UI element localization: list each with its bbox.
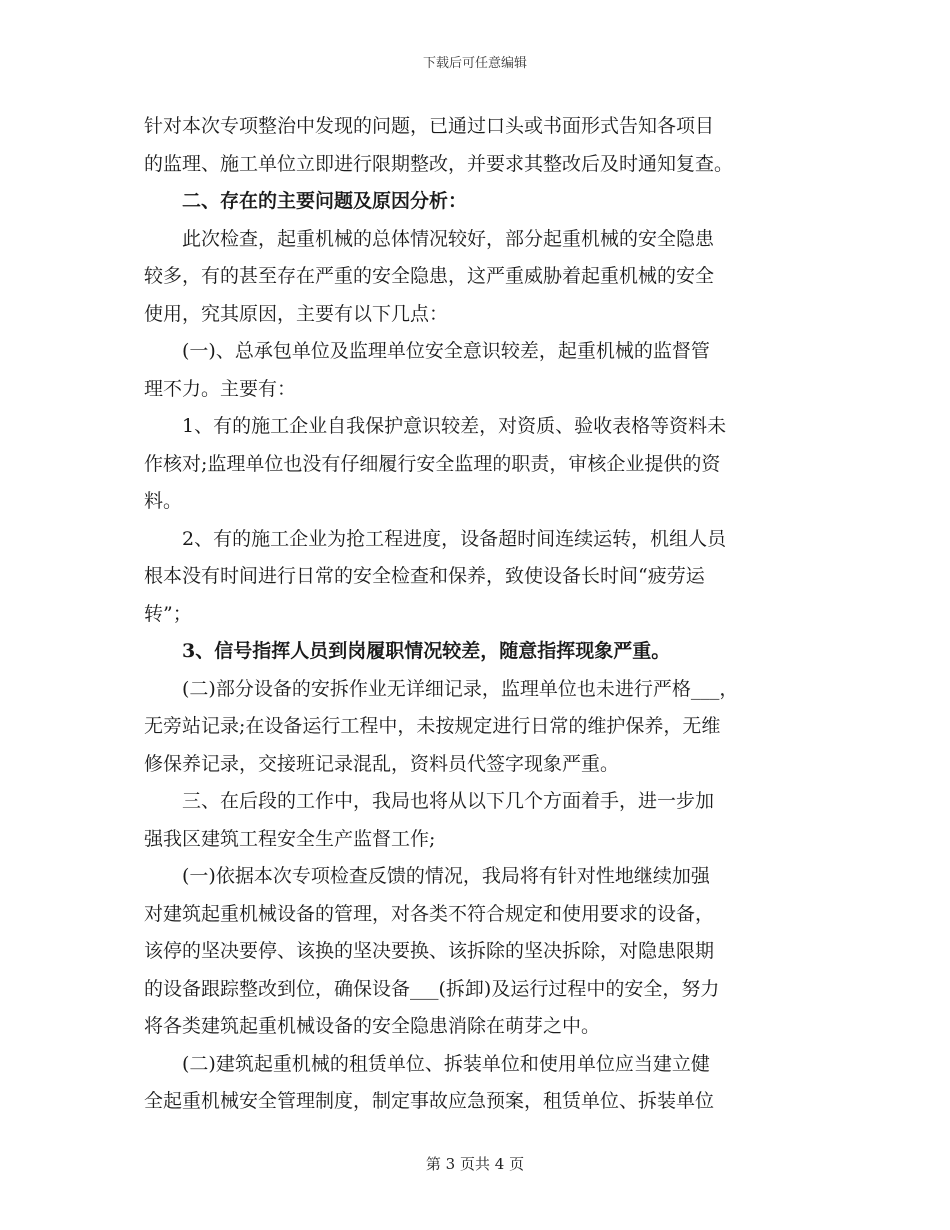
paragraph xyxy=(144,671,808,784)
text-line: 对建筑起重机械设备的管理，对各类不符合规定和使用要求的设备， xyxy=(144,902,715,925)
paragraph xyxy=(144,221,808,334)
text-line: 转”； xyxy=(144,602,192,625)
text-line: 三、在后段的工作中，我局也将从以下几个方面着手，进一步加 xyxy=(182,790,715,812)
text-line: 无旁站记录;在设备运行工程中，未按规定进行日常的维护保养，无维 xyxy=(144,715,721,737)
text-line: 将各类建筑起重机械设备的安全隐患消除在萌芽之中。 xyxy=(144,1015,601,1037)
text-line: (二)建筑起重机械的租赁单位、拆装单位和使用单位应当建立健 xyxy=(182,1052,710,1075)
paragraph xyxy=(144,858,808,1046)
text-line: 此次检查，起重机械的总体情况较好，部分起重机械的安全隐患 xyxy=(182,227,715,250)
paragraph xyxy=(144,783,808,858)
page-footer: 第 3 页共 4 页 xyxy=(425,1155,525,1173)
paragraph xyxy=(144,1046,808,1121)
text-line: 的设备跟踪整改到位，确保设备___(拆卸)及运行过程中的安全，努力 xyxy=(144,977,720,1000)
text-line: 全起重机械安全管理制度，制定事故应急预案，租赁单位、拆装单位 xyxy=(144,1090,715,1112)
text-line: 使用，究其原因，主要有以下几点： xyxy=(144,302,449,325)
paragraph xyxy=(144,333,808,408)
text-line: 强我区建筑工程安全生产监督工作; xyxy=(144,827,436,850)
section-heading xyxy=(144,183,808,221)
text-line: 料。 xyxy=(144,490,183,512)
text-line: 1、有的施工企业自我保护意识较差，对资质、验收表格等资料未 xyxy=(182,415,727,437)
text-line: (二)部分设备的安拆作业无详细记录，监理单位也未进行严格___， xyxy=(182,677,739,700)
text-line: 作核对;监理单位也没有仔细履行安全监理的职责，审核企业提供的资 xyxy=(144,452,721,475)
text-line: (一)、总承包单位及监理单位安全意识较差，起重机械的监督管 xyxy=(182,340,710,362)
paragraph xyxy=(144,521,808,634)
paragraph xyxy=(144,108,808,183)
text-line: 较多，有的甚至存在严重的安全隐患，这严重威胁着起重机械的安全 xyxy=(144,265,715,287)
text-line: 根本没有时间进行日常的安全检查和保养，致使设备长时间“疲劳运 xyxy=(144,565,705,587)
text-line: 修保养记录，交接班记录混乱，资料员代签字现象严重。 xyxy=(144,752,620,775)
document-body xyxy=(144,108,808,1121)
text-line: 二、存在的主要问题及原因分析： xyxy=(182,190,468,212)
paragraph xyxy=(144,408,808,521)
text-line: 针对本次专项整治中发现的问题，已通过口头或书面形式告知各项目 xyxy=(144,115,715,137)
section-heading xyxy=(144,633,808,671)
text-line: (一)依据本次专项检查反馈的情况，我局将有针对性地继续加强 xyxy=(182,865,710,887)
text-line: 该停的坚决要停、该换的坚决要换、该拆除的坚决拆除，对隐患限期 xyxy=(144,940,715,962)
page-header: 下载后可任意编辑 xyxy=(422,56,527,71)
text-line: 3、信号指挥人员到岗履职情况较差，随意指挥现象严重。 xyxy=(182,640,671,662)
text-line: 的监理、施工单位立即进行限期整改，并要求其整改后及时通知复查。 xyxy=(144,152,734,175)
text-line: 理不力。主要有： xyxy=(144,377,297,400)
text-line: 2、有的施工企业为抢工程进度，设备超时间连续运转，机组人员 xyxy=(182,527,727,550)
